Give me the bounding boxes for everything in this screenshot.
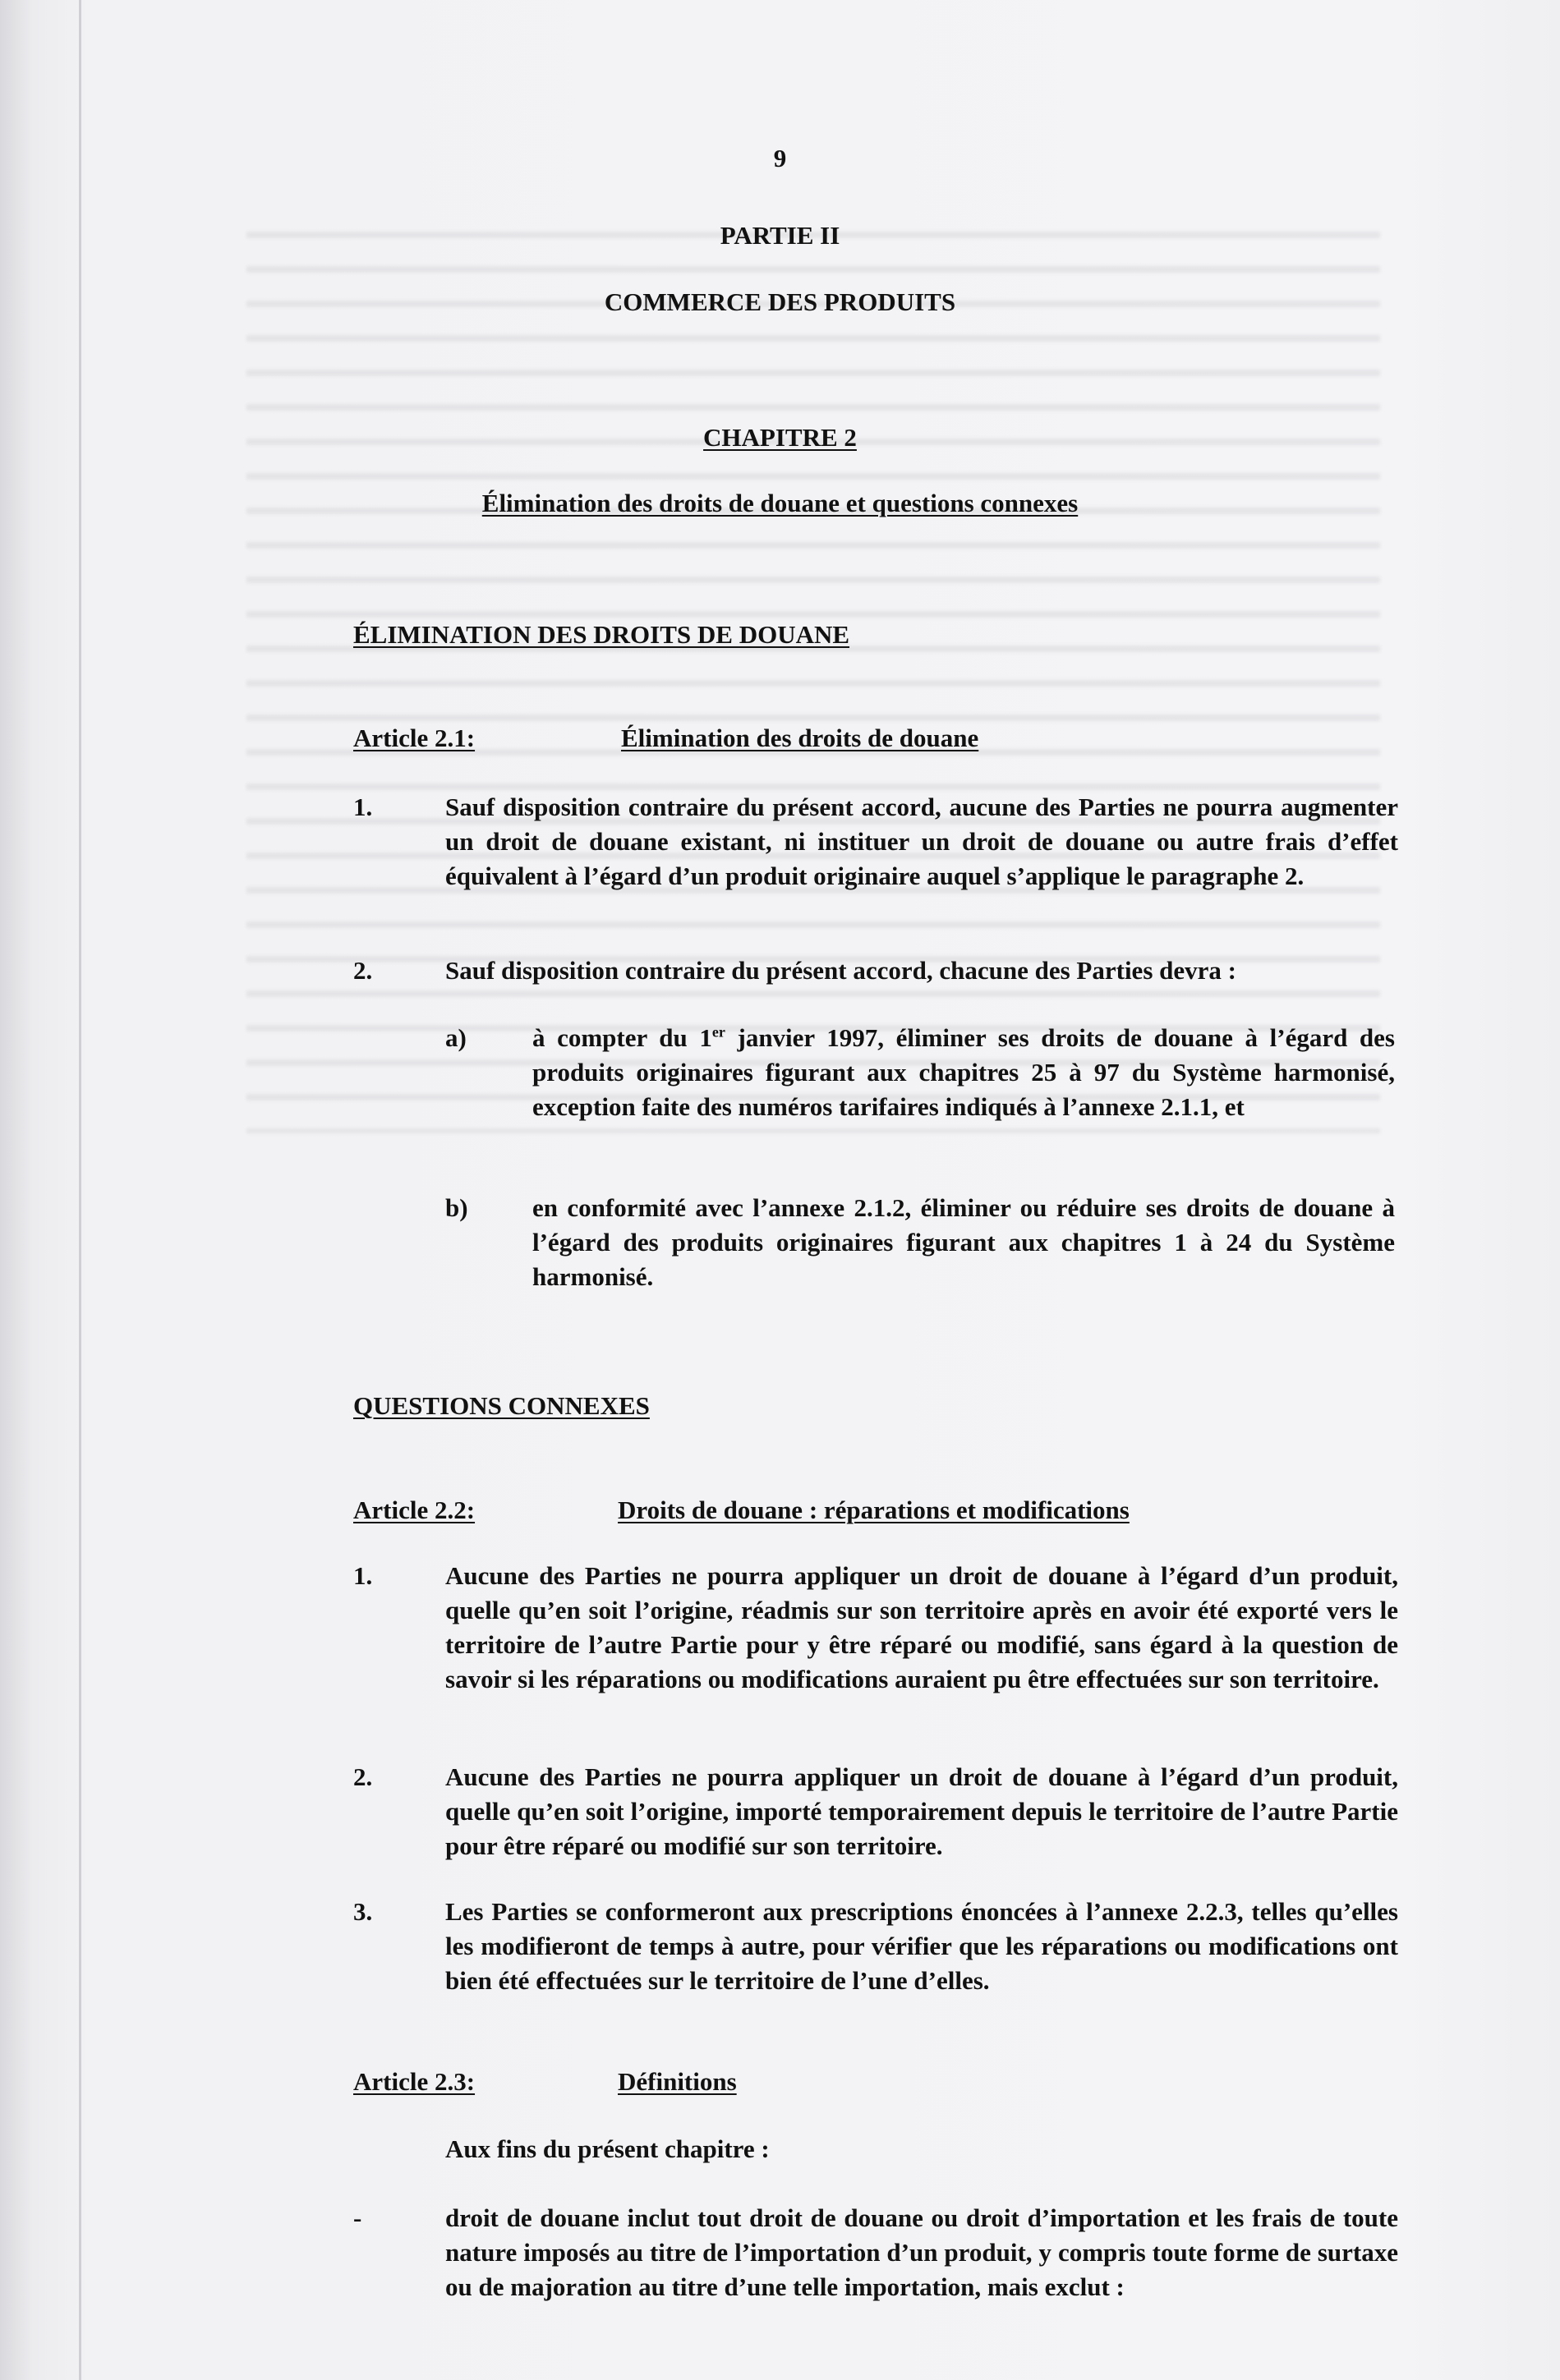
article-2-2-p3-number: 3. <box>353 1897 373 1926</box>
page-number: 9 <box>773 144 787 172</box>
definition-text: inclut tout droit de douane ou droit d’importation et les frais de toute nature imposés au titre de l’importation d’un produit, y compris toute forme de surtaxe ou de majoration au titre d’une telle importation, mais exclut : <box>445 2203 1399 2301</box>
article-2-3-label: Article 2.3: <box>353 2067 476 2096</box>
bleed-through <box>246 214 1397 1158</box>
article-2-2-title: Droits de douane : réparations et modifications <box>618 1496 1130 1524</box>
article-2-2-p3-text: Les Parties se conformeront aux prescriptions énoncées à l’annexe 2.2.3, telles qu’elles les modifieront de temps à autre, pour vérifier que les réparations ou modifications ont bien été effectuées sur le territoire de l’une d’elles. <box>445 1897 1398 1995</box>
section-heading-questions: QUESTIONS CONNEXES <box>353 1391 650 1420</box>
article-2-1-item-b-label: b) <box>445 1193 468 1222</box>
article-2-1-item-b-text: en conformité avec l’annexe 2.1.2, éliminer ou réduire ses droits de douane à l’égard des produits originaires figurant aux chapitres 1 à 24 du Système harmonisé. <box>532 1193 1395 1291</box>
definition-droit-de-douane <box>445 2201 1398 2304</box>
article-2-2-p1-number: 1. <box>353 1561 373 1590</box>
chapter-subtitle: Élimination des droits de douane et questions connexes <box>481 489 1079 517</box>
article-2-3-title: Définitions <box>618 2067 737 2096</box>
article-2-3-intro: Aux fins du présent chapitre : <box>445 2134 770 2163</box>
article-2-2-p2-text: Aucune des Parties ne pourra appliquer un droit de douane à l’égard d’un produit, quelle qu’en soit l’origine, importé temporairement depuis le territoire de l’autre Partie pour être réparé ou modifié sur son territoire. <box>445 1762 1398 1860</box>
part-subtitle: COMMERCE DES PRODUITS <box>604 287 956 316</box>
article-2-1-item-a-text: à compter du 1er janvier 1997, éliminer ses droits de douane à l’égard des produits originaires figurant aux chapitres 25 à 97 du Système harmonisé, exception faite des numéros tarifaires indiqués à l’annexe 2.1.1, et <box>532 1023 1395 1121</box>
definition-dash: - <box>353 2203 362 2232</box>
article-2-1-p2-number: 2. <box>353 956 373 985</box>
article-2-1-item-a-label: a) <box>445 1023 467 1052</box>
binding-edge <box>79 0 81 2380</box>
section-heading-elimination: ÉLIMINATION DES DROITS DE DOUANE <box>353 620 850 649</box>
article-2-1-label: Article 2.1: <box>353 724 476 752</box>
chapter-title: CHAPITRE 2 <box>703 423 857 452</box>
article-2-1-p1-text: Sauf disposition contraire du présent accord, aucune des Parties ne pourra augmenter un droit de douane existant, ni instituer un droit de douane ou autre frais d’effet équivalent à l’égard d’un produit originaire auquel s’applique le paragraphe 2. <box>445 793 1398 890</box>
article-2-1-p1-number: 1. <box>353 793 373 821</box>
part-title: PARTIE II <box>720 221 840 250</box>
definition-term: droit de douane <box>445 2203 619 2232</box>
article-2-2-label: Article 2.2: <box>353 1496 476 1524</box>
article-2-1-p2-text: Sauf disposition contraire du présent accord, chacune des Parties devra : <box>445 956 1236 985</box>
article-2-1-title: Élimination des droits de douane <box>621 724 979 752</box>
article-2-2-p2-number: 2. <box>353 1762 373 1791</box>
article-2-2-p1-text: Aucune des Parties ne pourra appliquer un droit de douane à l’égard d’un produit, quelle qu’en soit l’origine, réadmis sur son territoire après en avoir été exporté vers le territoire de l’autre Partie pour y être réparé ou modifié, sans égard à la question de savoir si les réparations ou modifications auraient pu être effectuées sur son territoire. <box>445 1561 1398 1693</box>
